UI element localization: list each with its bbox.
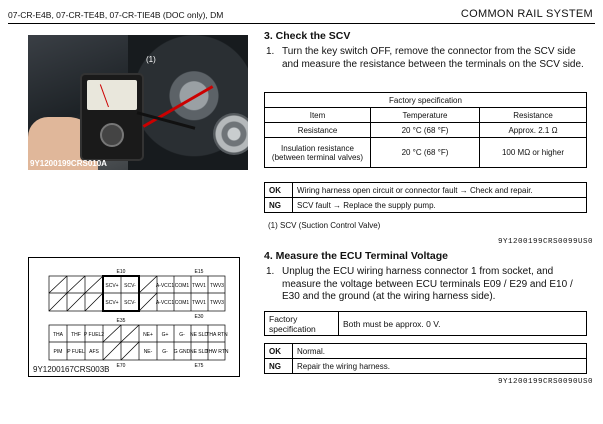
- label-e35: E35: [116, 318, 126, 324]
- header-rule: [8, 23, 595, 24]
- row1-temp: 20 °C (68 °F): [371, 123, 480, 138]
- section4-code: 9Y1200199CRS0090US0: [497, 378, 593, 386]
- spec2-label: Factory specification: [265, 312, 339, 336]
- ng-text: SCV fault → Replace the supply pump.: [293, 198, 587, 213]
- pin-com1-2: COM1: [174, 300, 190, 306]
- section3-title: 3. Check the SCV: [264, 30, 351, 42]
- spec2-value: Both must be approx. 0 V.: [339, 312, 587, 336]
- scv-spec-table: [264, 92, 587, 168]
- pin-pim: PIM: [53, 349, 63, 355]
- multimeter-knob: [100, 123, 124, 147]
- pin-g-gnd: G GND: [173, 349, 191, 355]
- section4-step-number: 1.: [266, 266, 275, 277]
- pin-avcc1-1: A-VCC1: [155, 283, 175, 289]
- section3-step-text: Turn the key switch OFF, remove the connector from the SCV side and measure the resistance between the terminals on the SCV side.: [282, 46, 584, 70]
- pin-scv-minus-1: SCV-: [124, 283, 136, 289]
- pin-twv1-2: TWV1: [192, 300, 206, 306]
- col-item: Item: [265, 108, 371, 123]
- pin-afs: AFS: [89, 349, 99, 355]
- row2-temp: 20 °C (68 °F): [371, 138, 480, 168]
- section4-step-text: Unplug the ECU wiring harness connector 1 from socket, and measure the voltage between ECU terminals E09 / E29 and E10 / E30 and the ground (at the wiring harness side).: [282, 266, 573, 302]
- section4-result-table: [264, 343, 587, 374]
- photo-caption: 9Y1200199CRS010A: [30, 159, 107, 168]
- ng-label: NG: [265, 198, 293, 213]
- ecu-voltage-spec: [264, 311, 587, 336]
- section4-title: 4. Measure the ECU Terminal Voltage: [264, 250, 448, 262]
- pin-avcc1-2: A-VCC1: [155, 300, 175, 306]
- multimeter-face: [87, 80, 137, 110]
- section3-code: 9Y1200199CRS0099US0: [497, 238, 593, 246]
- row1-value: Approx. 2.1 Ω: [480, 123, 587, 138]
- row2-item: Insulation resistance (between terminal valves): [265, 138, 371, 168]
- col-resistance: Resistance: [480, 108, 587, 123]
- photo-callout: (1): [146, 55, 156, 64]
- spec-table-header: Factory specification: [265, 93, 587, 108]
- ng-label-2: NG: [265, 359, 293, 374]
- header-model-list: 07-CR-E4B, 07-CR-TE4B, 07-CR-TIE4B (DOC only), DM: [8, 10, 224, 20]
- ok-label: OK: [265, 183, 293, 198]
- section3-step-number: 1.: [266, 46, 275, 57]
- scv-measurement-photo: [28, 35, 248, 170]
- pin-pfuel: P FUEL: [67, 349, 85, 355]
- scv-note: (1) SCV (Suction Control Valve): [268, 221, 381, 230]
- pin-tha-rtn: THA RTN: [206, 332, 228, 338]
- pin-twv1-1: TWV1: [192, 283, 206, 289]
- col-temperature: Temperature: [371, 108, 480, 123]
- pin-tha: THA: [53, 332, 63, 338]
- pin-ne-sld: NE SLD: [189, 349, 209, 355]
- pin-ne-sld-top: NE SLD: [189, 332, 209, 338]
- pin-scv-plus-2: SCV+: [105, 300, 119, 306]
- pin-twv3-2: TWV3: [210, 300, 224, 306]
- header-section-title: COMMON RAIL SYSTEM: [460, 8, 593, 20]
- pin-com1-1: COM1: [174, 283, 190, 289]
- pin-scv-plus-1: SCV+: [105, 283, 119, 289]
- section3-step: [264, 46, 590, 71]
- pin-thw-rtn: THW RTN: [205, 349, 229, 355]
- pin-g-plus: G+: [161, 332, 169, 338]
- section3-result-table: [264, 182, 587, 213]
- pin-scv-minus-2: SCV-: [124, 300, 136, 306]
- row2-value: 100 MΩ or higher: [480, 138, 587, 168]
- pin-ne-minus: NE-: [143, 349, 153, 355]
- alternator-pulley: [213, 113, 248, 155]
- ok-text: Wiring harness open circuit or connector fault → Check and repair.: [293, 183, 587, 198]
- row1-item: Resistance: [265, 123, 371, 138]
- label-e70: E70: [116, 363, 126, 369]
- ok-label-2: OK: [265, 344, 293, 359]
- ng-text-2: Repair the wiring harness.: [293, 359, 587, 374]
- label-e15: E15: [194, 269, 204, 275]
- pin-thf: THF: [71, 332, 81, 338]
- connector-caption: 9Y1200167CRS003B: [33, 365, 110, 374]
- pin-ne-plus: NE+: [143, 332, 153, 338]
- pin-twv3-1: TWV3: [210, 283, 224, 289]
- ok-text-2: Normal.: [293, 344, 587, 359]
- section4-step: [264, 266, 590, 304]
- label-e30: E30: [194, 314, 204, 320]
- label-e75: E75: [194, 363, 204, 369]
- pin-pfuel2: P FUEL2: [83, 332, 105, 338]
- pin-g-minus: G-: [162, 349, 168, 355]
- label-e10: E10: [116, 269, 126, 275]
- pin-g-minus-top: G-: [179, 332, 185, 338]
- multimeter: [80, 73, 144, 161]
- ecu-connector-diagram: [28, 257, 240, 377]
- connector-drawing: [29, 258, 241, 378]
